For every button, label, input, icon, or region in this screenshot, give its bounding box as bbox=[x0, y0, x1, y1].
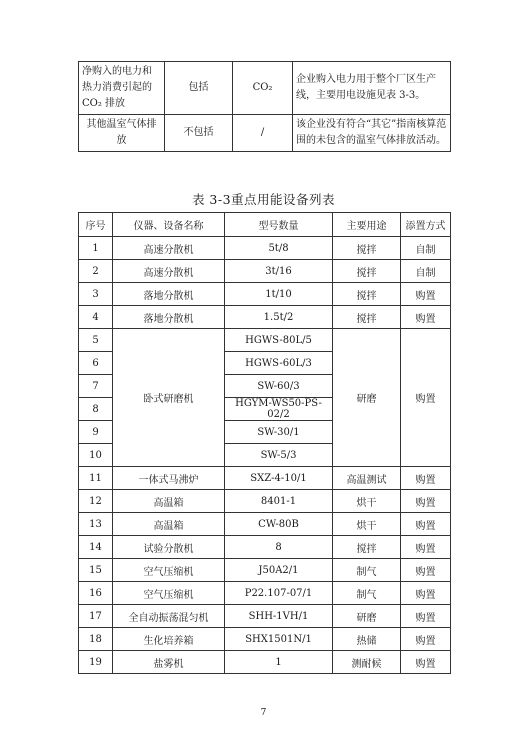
included-cell: 不包括 bbox=[165, 115, 233, 152]
table-row bbox=[79, 651, 451, 674]
serial-number-cell: 3 bbox=[79, 283, 113, 306]
table-row bbox=[79, 582, 451, 605]
model-quantity-cell: SW-30/1 bbox=[225, 421, 333, 444]
main-use-cell: 搅拌 bbox=[333, 306, 401, 329]
table-row bbox=[79, 559, 451, 582]
emission-source-table bbox=[78, 61, 451, 152]
serial-number-cell: 18 bbox=[79, 628, 113, 651]
acquisition-method-cell: 购置 bbox=[401, 651, 451, 674]
equipment-name-cell: 生化培养箱 bbox=[113, 628, 225, 651]
model-quantity-cell: SW-60/3 bbox=[225, 375, 333, 398]
header-equipment-name: 仪器、设备名称 bbox=[113, 213, 225, 237]
equipment-table bbox=[78, 212, 451, 674]
model-quantity-cell: 8401-1 bbox=[225, 490, 333, 513]
main-use-cell: 热储 bbox=[333, 628, 401, 651]
model-quantity-cell: 5t/8 bbox=[225, 237, 333, 260]
table-row bbox=[79, 62, 451, 115]
acquisition-method-cell: 购置 bbox=[401, 467, 451, 490]
table-row bbox=[79, 628, 451, 651]
serial-number-cell: 13 bbox=[79, 513, 113, 536]
table-row bbox=[79, 329, 451, 352]
header-serial-number: 序号 bbox=[79, 213, 113, 237]
model-quantity-cell: HGWS-80L/5 bbox=[225, 329, 333, 352]
main-use-cell: 烘干 bbox=[333, 490, 401, 513]
serial-number-cell: 1 bbox=[79, 237, 113, 260]
main-use-cell: 高温测试 bbox=[333, 467, 401, 490]
model-quantity-cell: SHX1501N/1 bbox=[225, 628, 333, 651]
model-quantity-cell: 1 bbox=[225, 651, 333, 674]
serial-number-cell: 6 bbox=[79, 352, 113, 375]
acquisition-method-cell: 购置 bbox=[401, 559, 451, 582]
table-row bbox=[79, 237, 451, 260]
main-use-cell: 烘干 bbox=[333, 513, 401, 536]
gas-cell: / bbox=[233, 115, 293, 152]
main-use-cell: 搅拌 bbox=[333, 283, 401, 306]
table-caption: 表 3-3重点用能设备列表 bbox=[191, 192, 336, 207]
main-use-cell: 搅拌 bbox=[333, 536, 401, 559]
main-use-cell: 制气 bbox=[333, 559, 401, 582]
merged-main-use-cell: 研磨 bbox=[333, 329, 401, 467]
acquisition-method-cell: 购置 bbox=[401, 582, 451, 605]
equipment-name-cell: 高速分散机 bbox=[113, 237, 225, 260]
model-quantity-cell: CW-80B bbox=[225, 513, 333, 536]
model-quantity-cell: SHH-1VH/1 bbox=[225, 605, 333, 628]
merged-equipment-name-cell: 卧式研磨机 bbox=[113, 329, 225, 467]
table-row bbox=[79, 115, 451, 152]
equipment-name-cell: 落地分散机 bbox=[113, 306, 225, 329]
included-cell: 包括 bbox=[165, 62, 233, 115]
table-row bbox=[79, 283, 451, 306]
page-number: 7 bbox=[260, 708, 267, 718]
equipment-name-cell: 空气压缩机 bbox=[113, 559, 225, 582]
serial-number-cell: 12 bbox=[79, 490, 113, 513]
model-quantity-cell: 3t/16 bbox=[225, 260, 333, 283]
emission-source-cell: 净购入的电力和热力消费引起的 CO₂ 排放 bbox=[79, 62, 165, 115]
main-use-cell: 搅拌 bbox=[333, 260, 401, 283]
main-use-cell: 测耐候 bbox=[333, 651, 401, 674]
model-quantity-cell: HGWS-60L/3 bbox=[225, 352, 333, 375]
gas-cell: CO₂ bbox=[233, 62, 293, 115]
main-use-cell: 研磨 bbox=[333, 605, 401, 628]
serial-number-cell: 5 bbox=[79, 329, 113, 352]
acquisition-method-cell: 购置 bbox=[401, 536, 451, 559]
serial-number-cell: 2 bbox=[79, 260, 113, 283]
equipment-name-cell: 空气压缩机 bbox=[113, 582, 225, 605]
serial-number-cell: 4 bbox=[79, 306, 113, 329]
acquisition-method-cell: 自制 bbox=[401, 260, 451, 283]
equipment-name-cell: 落地分散机 bbox=[113, 283, 225, 306]
model-quantity-cell: HGYM-WS50-PS-02/2 bbox=[225, 398, 333, 421]
model-quantity-cell: P22.107-07/1 bbox=[225, 582, 333, 605]
equipment-name-cell: 高温箱 bbox=[113, 490, 225, 513]
equipment-name-cell: 盐雾机 bbox=[113, 651, 225, 674]
serial-number-cell: 17 bbox=[79, 605, 113, 628]
table-row bbox=[79, 260, 451, 283]
serial-number-cell: 9 bbox=[79, 421, 113, 444]
model-quantity-cell: 8 bbox=[225, 536, 333, 559]
header-model-quantity: 型号数量 bbox=[225, 213, 333, 237]
header-acquisition-method: 添置方式 bbox=[401, 213, 451, 237]
table-row bbox=[79, 306, 451, 329]
serial-number-cell: 8 bbox=[79, 398, 113, 421]
equipment-name-cell: 试验分散机 bbox=[113, 536, 225, 559]
acquisition-method-cell: 购置 bbox=[401, 513, 451, 536]
serial-number-cell: 7 bbox=[79, 375, 113, 398]
model-quantity-cell: 1t/10 bbox=[225, 283, 333, 306]
serial-number-cell: 11 bbox=[79, 467, 113, 490]
acquisition-method-cell: 购置 bbox=[401, 490, 451, 513]
acquisition-method-cell: 购置 bbox=[401, 605, 451, 628]
equipment-name-cell: 高温箱 bbox=[113, 513, 225, 536]
table-row bbox=[79, 513, 451, 536]
model-quantity-cell: J50A2/1 bbox=[225, 559, 333, 582]
acquisition-method-cell: 购置 bbox=[401, 628, 451, 651]
equipment-name-cell: 高速分散机 bbox=[113, 260, 225, 283]
header-main-use: 主要用途 bbox=[333, 213, 401, 237]
emission-source-cell: 其他温室气体排放 bbox=[79, 115, 165, 152]
table-row bbox=[79, 605, 451, 628]
serial-number-cell: 14 bbox=[79, 536, 113, 559]
table-header-row bbox=[79, 213, 451, 237]
merged-acquisition-method-cell: 购置 bbox=[401, 329, 451, 467]
table-row bbox=[79, 536, 451, 559]
model-quantity-cell: 1.5t/2 bbox=[225, 306, 333, 329]
acquisition-method-cell: 自制 bbox=[401, 237, 451, 260]
table-row bbox=[79, 490, 451, 513]
equipment-name-cell: 全自动振荡混匀机 bbox=[113, 605, 225, 628]
serial-number-cell: 10 bbox=[79, 444, 113, 467]
acquisition-method-cell: 购置 bbox=[401, 283, 451, 306]
main-use-cell: 搅拌 bbox=[333, 237, 401, 260]
table-row bbox=[79, 467, 451, 490]
note-cell: 该企业没有符合“其它”指南核算范围的未包含的温室气体排放活动。 bbox=[293, 115, 451, 152]
main-use-cell: 制气 bbox=[333, 582, 401, 605]
equipment-name-cell: 一体式马沸炉 bbox=[113, 467, 225, 490]
model-quantity-cell: SW-5/3 bbox=[225, 444, 333, 467]
acquisition-method-cell: 购置 bbox=[401, 306, 451, 329]
serial-number-cell: 19 bbox=[79, 651, 113, 674]
serial-number-cell: 16 bbox=[79, 582, 113, 605]
note-cell: 企业购入电力用于整个厂区生产线，主要用电设施见表 3-3。 bbox=[293, 62, 451, 115]
serial-number-cell: 15 bbox=[79, 559, 113, 582]
model-quantity-cell: SXZ-4-10/1 bbox=[225, 467, 333, 490]
